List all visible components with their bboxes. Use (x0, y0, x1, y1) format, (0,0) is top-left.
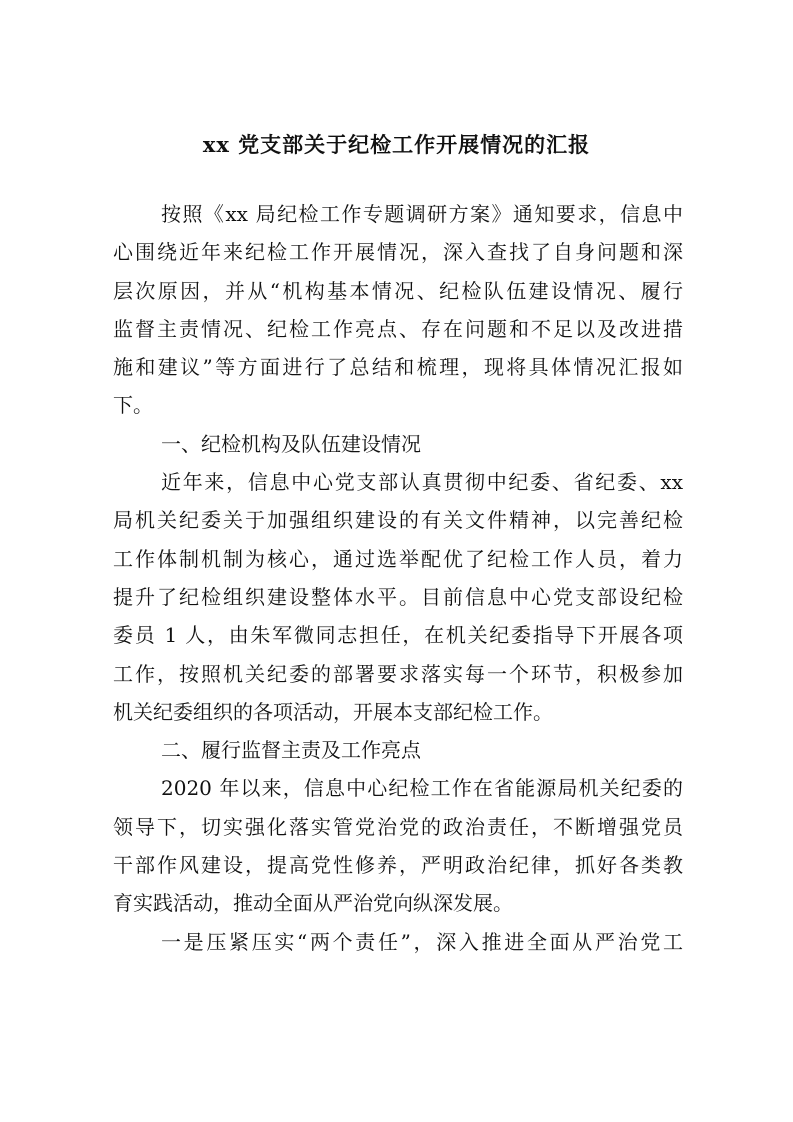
section-heading: 一、纪检机构及队伍建设情况 (161, 431, 421, 456)
document-title: xx 党支部关于纪检工作开展情况的汇报 (202, 132, 591, 157)
body-line: 2020 年以来，信息中心纪检工作在省能源局机关纪委的 (161, 776, 683, 801)
body-line: 提升了纪检组织建设整体水平。目前信息中心党支部设纪检 (113, 584, 683, 609)
body-line: 层次原因，并从“机构基本情况、纪检队伍建设情况、履行 (113, 278, 683, 303)
body-line: 委员 1 人，由朱军微同志担任，在机关纪委指导下开展各项 (113, 623, 683, 648)
body-line: 工作，按照机关纪委的部署要求落实每一个环节，积极参加 (113, 661, 683, 686)
body-line: 按照《xx 局纪检工作专题调研方案》通知要求，信息中 (161, 202, 683, 226)
body-line: 监督主责情况、纪检工作亮点、存在问题和不足以及改进措 (113, 316, 683, 341)
body-line: 干部作风建设，提高党性修养，严明政治纪律，抓好各类教 (113, 853, 683, 878)
body-line: 机关纪委组织的各项活动，开展本支部纪检工作。 (113, 699, 553, 724)
section-heading: 二、履行监督主责及工作亮点 (161, 738, 421, 763)
body-line: 育实践活动，推动全面从严治党向纵深发展。 (113, 891, 513, 916)
body-line: 局机关纪委关于加强组织建设的有关文件精神，以完善纪检 (113, 508, 683, 533)
body-line: 心围绕近年来纪检工作开展情况，深入查找了自身问题和深 (113, 240, 683, 265)
body-line: 近年来，信息中心党支部认真贯彻中纪委、省纪委、xx (161, 470, 683, 495)
body-line: 下。 (113, 393, 153, 418)
body-line: 领导下，切实强化落实管党治党的政治责任，不断增强党员 (113, 814, 683, 839)
body-line: 工作体制机制为核心，通过选举配优了纪检工作人员，着力 (113, 546, 683, 571)
document-body (113, 195, 683, 961)
body-line: 一是压紧压实“两个责任”，深入推进全面从严治党工 (161, 929, 683, 954)
body-line: 施和建议”等方面进行了总结和梳理，现将具体情况汇报如 (113, 355, 683, 380)
